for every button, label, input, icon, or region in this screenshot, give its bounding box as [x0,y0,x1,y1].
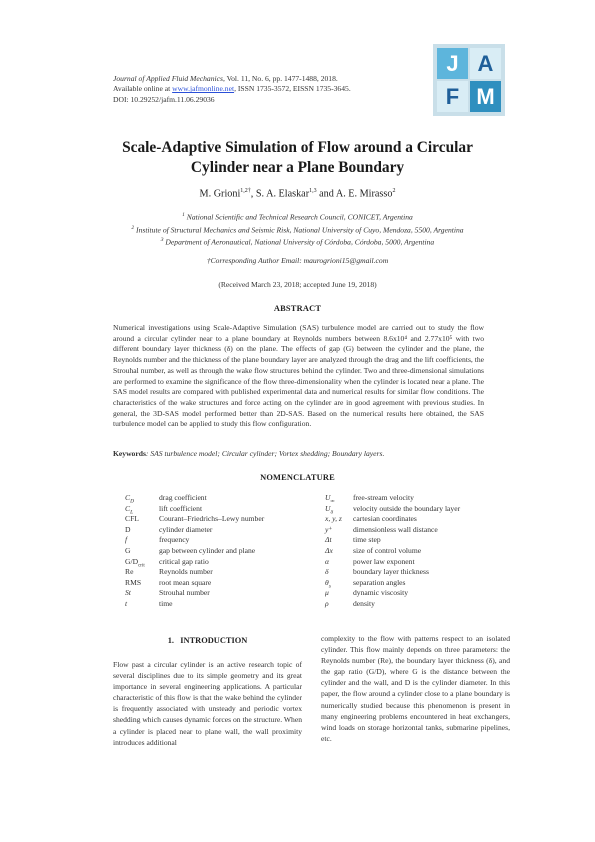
symbol-base: G [125,545,131,555]
keywords-text: : SAS turbulence model; Circular cylinder; Vortex shedding; Boundary layers. [145,449,385,458]
section-title: INTRODUCTION [180,636,248,645]
symbol [325,588,353,599]
symbol [325,578,353,589]
symbol-description: cartesian coordinates [353,514,417,524]
symbol [125,525,159,536]
author-3: and A. E. Mirasso [316,188,393,200]
symbol-description: boundary layer thickness [353,567,429,577]
symbol [125,567,159,578]
symbol-description: free-stream velocity [353,493,414,502]
symbol-description: critical gap ratio [159,556,209,566]
affiliation-text: Department of Aeronautical, National University of Córdoba, Córdoba, 5000, Argentina [163,238,435,247]
affiliation-3 [60,235,535,248]
logo-letter-j: J [446,51,459,76]
symbol-sub: s [328,583,331,590]
symbol-base: Δx [325,545,333,555]
paper-title [60,138,535,178]
symbol-sub: δ [330,509,334,516]
keywords [113,449,484,458]
symbol [325,514,353,525]
nomenclature-row [325,535,525,546]
affiliation-2 [60,223,535,236]
nomenclature-heading: NOMENCLATURE [260,473,335,482]
jafm-logo [433,44,505,116]
nomenclature-row [125,493,315,504]
nomenclature-row [125,578,315,589]
symbol-base: U [325,493,331,502]
symbol [325,525,353,536]
symbol-description: dynamic viscosity [353,588,409,598]
issn-text: , ISSN 1735-3572, EISSN 1735-3645. [234,84,351,94]
symbol-base: D [125,524,131,534]
affiliations [60,210,535,248]
nomenclature-row [125,535,315,546]
symbol-description: size of control volume [353,545,422,555]
nomenclature-row [325,546,525,557]
symbol-base: δ [325,567,329,577]
doi-line: DOI: 10.29252/jafm.11.06.29036 [113,94,215,104]
author-3-affil: 2 [392,188,396,194]
symbol-base: y⁺ [325,524,333,534]
logo-letter-a: A [477,51,494,76]
nomenclature-row [325,578,525,589]
symbol-description: separation angles [353,577,406,587]
symbol-base: C [125,503,131,513]
symbol [125,578,159,589]
introduction-left-column: Flow past a circular cylinder is an active research topic of several disciplines due to its simple geometry and its great importance in several engineering applications. A particular characteristic of this flow is that the wake behind the cylinder is frequently associated with unsteady and periodic vortex shedding which causes dynamic forces on the structure. When a cylinder is placed near to plane wall, the wall proximity introduces additional [113,660,303,747]
nomenclature-row [125,599,315,610]
nomenclature-row [325,588,525,599]
symbol [125,599,159,610]
symbol [125,557,159,568]
journal-name: Journal of Applied Fluid Mechanics [113,74,223,83]
affiliation-text: Institute of Structural Mechanics and Seismic Risk, National University of Cuyo, Mendoza, 5500, Argentina [134,225,464,235]
affiliation-number: 3 [160,237,164,244]
symbol-description: power law exponent [353,556,415,566]
symbol [125,514,159,525]
symbol-base: RMS [125,577,142,587]
nomenclature-row [125,514,315,525]
logo-letter-f: F [445,84,460,109]
symbol-description: frequency [159,535,190,545]
symbol-base: St [125,588,131,598]
affiliation-number: 2 [131,224,135,231]
citation-details: , Vol. 11, No. 6, pp. 1477-1488, 2018. [222,74,338,83]
nomenclature-row [325,557,525,568]
nomenclature-row [325,514,525,525]
journal-url-link[interactable]: www.jafmonline.net [172,84,235,94]
symbol [125,588,159,599]
nomenclature-row [325,567,525,578]
symbol-sub: L [130,509,134,516]
symbol-description: drag coefficient [159,493,207,502]
symbol-sub: D [130,498,135,505]
symbol [125,504,159,515]
symbol-base: t [125,598,128,608]
symbol-description: root mean square [159,577,212,587]
symbol-base: f [125,535,128,545]
symbol-base: μ [325,588,329,598]
symbol [325,546,353,557]
affiliation-number: 1 [182,212,185,218]
journal-header [113,74,423,105]
logo-letter-m: M [476,84,495,109]
symbol [325,567,353,578]
abstract-heading: ABSTRACT [273,304,322,313]
keywords-label: Keywords [113,449,146,458]
nomenclature-row [125,557,315,568]
symbol-description: cylinder diameter [159,524,213,534]
symbol [125,546,159,557]
symbol-base: x, y, z [325,514,342,524]
symbol [325,557,353,568]
symbol-sub: ∞ [330,498,335,505]
nomenclature-row [125,567,315,578]
symbol-base: U [325,503,331,513]
author-1: M. Grioni [199,188,241,200]
symbol-description: lift coefficient [159,503,203,513]
introduction-right-column: complexity to the flow with patterns respect to an isolated cylinder. This flow mainly depends on three parameters: the Reynolds number (Re), the boundary layer thickness (δ), and the gap ratio (G/D), where G is the distance between the cylinder and the wall, and D is the cylinder diameter. In this paper, the flow around a cylinder close to a plane boundary is numerically studied because this phenomenon is present in many engineering problems encountered in heat exchangers, wind loads on storage horizontal tanks, submarine pipelines, etc. [321,634,510,743]
section-number: 1. [167,636,174,645]
affiliation-text: National Scientific and Technical Research Council, CONICET, Argentina [184,212,413,222]
symbol-sub: crit [138,563,145,569]
citation-line [113,74,423,84]
symbol [325,599,353,610]
nomenclature-left-column [125,493,315,610]
symbol-base: CFL [125,514,139,524]
nomenclature-row [125,588,315,599]
symbol-description: velocity outside the boundary layer [353,503,461,513]
nomenclature-row [125,525,315,536]
author-list [60,188,535,199]
nomenclature-row [325,504,525,515]
nomenclature-row [125,504,315,515]
nomenclature-right-column [325,493,525,610]
symbol-base: Δt [325,535,332,545]
abstract-body: Numerical investigations using Scale-Adaptive Simulation (SAS) turbulence model are carried out to study the flow around a circular cylinder near to a plane boundary at Reynolds numbers between 8.6x10⁴ and 2.77x10⁵ with two different boundary layer thickness (δ) on the plane. The effects of gap (G) between the cylinder and the plane, the Reynolds number and the thickness of the plane boundary layer are analyzed through the drag and the lift coefficients, the Strouhal number, as well as through the wake flow structures behind the cylinder. Two and three-dimensional simulations are performed to examine the significance of the flow three-dimensionality when the cylinder is located near a plane. The SAS model results are compared with published experimental data and numerical results for similar flow conditions. The characteristics of the wake structures and force acting on the cylinder are in good agreement with previous studies. In general, the 3D-SAS model performed better than 2D-SAS. Based on the numerical results here obtained, the SAS turbulence model can be applied to study this flow configuration. [113,323,484,429]
symbol-description: dimensionless wall distance [353,524,438,534]
symbol-base: G/D [125,556,139,566]
received-dates: (Received March 23, 2018; accepted June 19, 2018) [218,280,377,289]
symbol-base: α [325,556,329,566]
symbol-description: gap between cylinder and plane [159,545,256,555]
symbol [325,535,353,546]
corresponding-author: †Corresponding Author Email: maurogrioni15@gmail.com [206,256,389,265]
nomenclature-row [325,599,525,610]
author-2-affil: 1,3 [309,188,317,194]
title-line-2: Cylinder near a Plane Boundary [190,159,405,176]
symbol [325,493,353,504]
nomenclature-row [125,546,315,557]
introduction-heading [113,636,302,645]
nomenclature-row [325,525,525,536]
symbol [325,504,353,515]
symbol-description: Courant–Friedrichs–Lewy number [159,514,265,524]
symbol-description: Reynolds number [159,567,213,577]
symbol-base: C [125,493,131,502]
author-2: , S. A. Elaskar [250,188,310,200]
title-line-1: Scale-Adaptive Simulation of Flow around a Circular [122,139,473,156]
symbol-base: θ [325,577,329,587]
symbol [125,535,159,546]
symbol-description: density [353,598,375,608]
symbol-description: time step [353,535,381,545]
available-prefix: Available online at [113,84,173,94]
affiliation-1 [60,210,535,223]
availability-line [113,84,423,94]
symbol-base: Re [125,567,134,577]
nomenclature-row [325,493,525,504]
symbol [125,493,159,504]
symbol-description: time [159,598,173,608]
author-1-affil: 1,2† [240,188,251,194]
symbol-base: ρ [325,598,329,608]
symbol-description: Strouhal number [159,588,210,598]
